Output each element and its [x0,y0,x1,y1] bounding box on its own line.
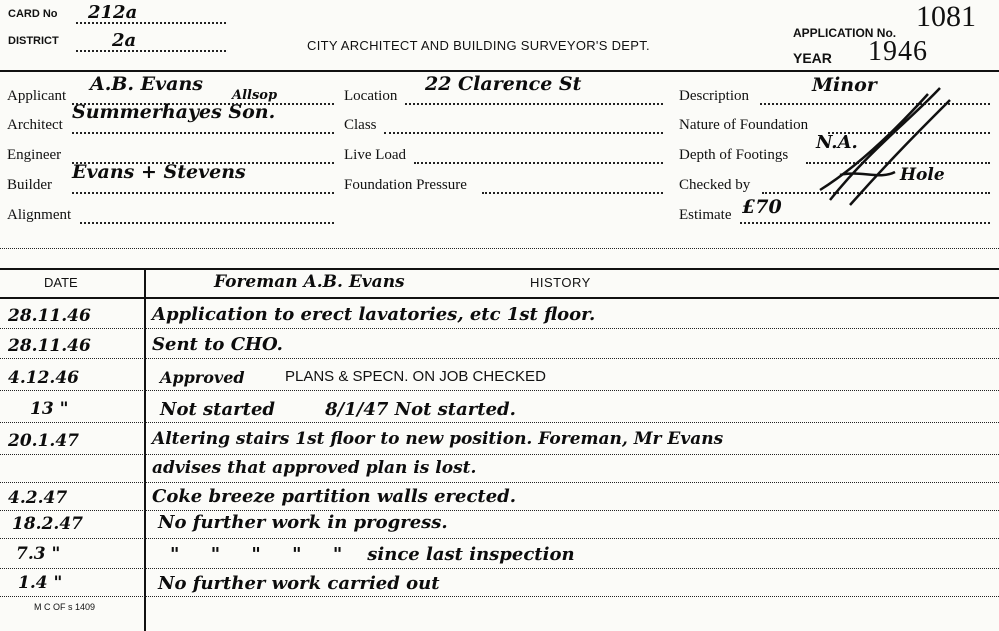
application-number: 1081 [916,0,976,33]
architect-value: Summerhayes Son. [72,101,276,123]
row-line [0,328,999,329]
location-label: Location [344,88,398,104]
row-line [0,422,999,423]
card-no-label: CARD No [8,8,58,20]
row-line [0,482,999,483]
checked-by-label: Checked by [679,177,751,193]
signature-scrawl [800,80,960,210]
foundation-pressure-label: Foundation Pressure [344,177,467,193]
row-date: 7.3 " [16,544,61,564]
district-value: 2a [112,30,137,51]
year-label: YEAR [793,50,832,66]
depth-of-footings-label: Depth of Footings [679,147,789,163]
row-line [0,390,999,391]
row-date: 13 " [30,399,69,419]
applicant-label: Applicant [7,88,67,104]
live-load-label: Live Load [344,147,407,163]
foundation-pressure-line [482,192,663,194]
district-label: DISTRICT [8,35,59,47]
header-rule [0,70,999,72]
class-line [384,132,663,134]
row-text: Sent to CHO. [152,334,283,355]
row-text: No further work carried out [158,573,440,594]
checked-by-value: Hole [900,165,945,185]
card-no-value: 212a [88,2,138,23]
class-label: Class [344,117,377,133]
estimate-label: Estimate [679,207,732,223]
foreman-note: Foreman A.B. Evans [214,272,405,292]
row-line [0,454,999,455]
history-header: HISTORY [530,275,591,290]
location-line [405,103,663,105]
card-no-line [76,22,226,24]
location-value: 22 Clarence St [425,73,582,95]
form-code: M C OF s 1409 [34,602,96,612]
nature-of-foundation-label: Nature of Foundation [679,117,809,133]
row-line [0,596,999,597]
section-dots [0,248,999,249]
applicant-value: A.B. Evans [90,73,203,95]
estimate-value: £70 [742,196,782,218]
architect-label: Architect [7,117,63,133]
depth-value: N.A. [816,132,858,153]
row-text: Application to erect lavatories, etc 1st floor. [152,304,596,325]
description-value: Minor [812,74,877,96]
year-value: 1946 [868,36,928,67]
builder-label: Builder [7,177,52,193]
row-text: Not started 8/1/47 Not started. [160,399,516,420]
alignment-label: Alignment [7,207,72,223]
row-date: 20.1.47 [8,431,79,451]
date-header: DATE [44,275,78,290]
row-text: advises that approved plan is lost. [152,458,477,478]
date-column-divider [144,268,146,631]
builder-line [72,192,334,194]
row-date: 18.2.47 [12,514,83,534]
history-top-rule [0,268,999,270]
row-line [0,358,999,359]
row-text: Approved [160,368,245,387]
row-text: No further work in progress. [158,512,448,533]
row-date: 28.11.46 [8,336,91,356]
row-date: 1.4 " [18,573,63,593]
row-line [0,568,999,569]
row-line [0,538,999,539]
application-label: APPLICATION No. [793,26,897,40]
row-text: Coke breeze partition walls erected. [152,486,517,507]
architect-line [72,132,334,134]
builder-value: Evans + Stevens [72,161,246,183]
row-date: 4.12.46 [8,368,79,388]
row-date: 4.2.47 [8,488,68,508]
approval-stamp: PLANS & SPECN. ON JOB CHECKED [285,368,546,385]
engineer-label: Engineer [7,147,62,163]
alignment-line [80,222,334,224]
history-header-rule [0,297,999,299]
district-line [76,50,226,52]
description-label: Description [679,88,749,104]
row-text: Altering stairs 1st floor to new position. Foreman, Mr Evans [152,429,724,449]
architect-note: Allsop [232,88,278,103]
department-title: CITY ARCHITECT AND BUILDING SURVEYOR'S DEPT. [307,38,650,53]
estimate-line [740,222,990,224]
row-line [0,510,999,511]
row-text: " " " " " since last inspection [170,544,575,565]
row-date: 28.11.46 [8,306,91,326]
live-load-line [414,162,663,164]
